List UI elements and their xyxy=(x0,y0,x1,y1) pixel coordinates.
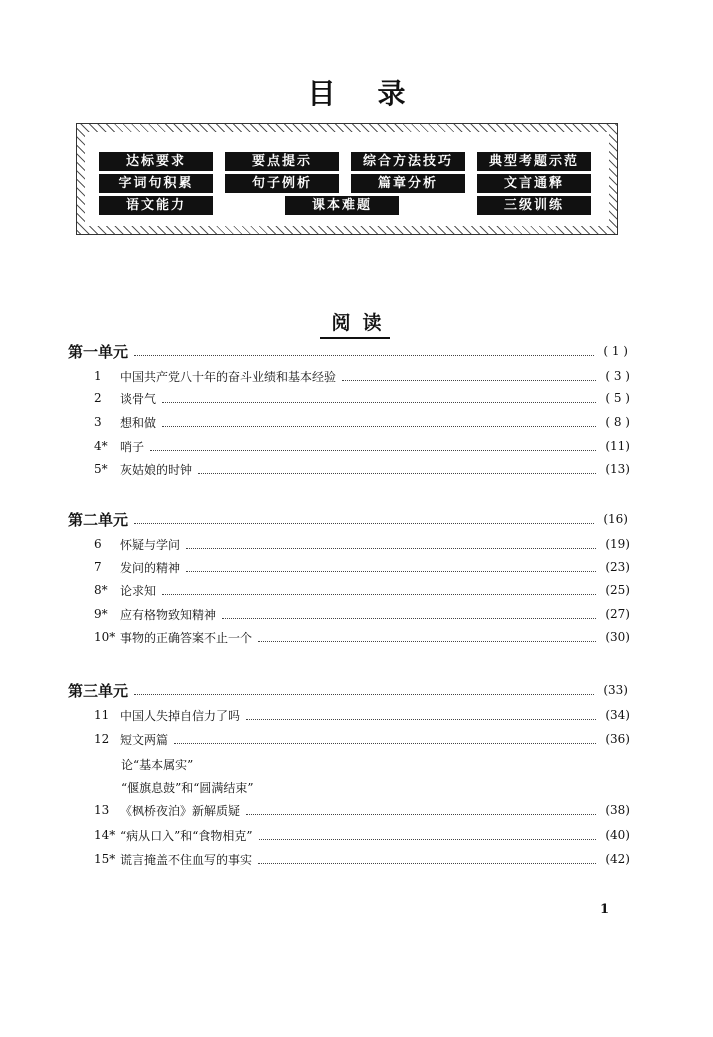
leader-dots xyxy=(258,863,596,864)
item-number: 4* xyxy=(94,439,108,453)
leader-dots xyxy=(258,641,596,642)
page-number: 1 xyxy=(600,902,610,917)
unit-title: 第二单元 xyxy=(68,510,129,529)
unit-title: 第一单元 xyxy=(68,342,129,361)
item-number: 5* xyxy=(94,462,108,476)
item-number: 12 xyxy=(94,732,110,746)
leader-dots xyxy=(342,380,596,381)
feature-tags-frame xyxy=(76,123,618,235)
leader-dots xyxy=(198,473,596,474)
leader-dots xyxy=(222,618,596,619)
unit-title: 第三单元 xyxy=(68,681,129,700)
toc-subitem-row[interactable] xyxy=(117,754,677,774)
item-number: 13 xyxy=(94,803,110,817)
toc-item-row[interactable] xyxy=(70,604,630,624)
item-page: (36) xyxy=(605,732,630,746)
feature-tag: 字词句积累 xyxy=(99,174,213,193)
section-heading xyxy=(0,308,713,335)
toc-item-row[interactable] xyxy=(70,366,630,386)
leader-dots xyxy=(162,594,596,595)
toc-item-row[interactable] xyxy=(70,580,630,600)
unit-page: (33) xyxy=(603,683,628,697)
feature-tag: 语文能力 xyxy=(99,196,213,215)
item-page: (30) xyxy=(605,630,630,644)
item-page: (23) xyxy=(605,560,630,574)
item-number: 8* xyxy=(94,583,108,597)
toc-item-row[interactable] xyxy=(70,557,630,577)
item-number: 10* xyxy=(94,630,116,644)
item-number: 3 xyxy=(94,415,102,429)
item-title: 谈骨气 xyxy=(120,391,157,406)
item-page: ( 3 ) xyxy=(605,369,630,383)
item-number: 2 xyxy=(94,391,102,405)
item-number: 15* xyxy=(94,852,116,866)
leader-dots xyxy=(134,355,594,356)
toc-unit-row[interactable] xyxy=(68,509,628,529)
page-title: 目录 xyxy=(307,77,448,110)
item-number: 9* xyxy=(94,607,108,621)
item-number: 11 xyxy=(94,708,110,722)
section-heading-underline xyxy=(320,337,390,339)
toc-item-row[interactable] xyxy=(70,459,630,479)
item-page: (42) xyxy=(605,852,630,866)
item-title: 应有格物致知精神 xyxy=(120,607,217,622)
leader-dots xyxy=(186,571,596,572)
toc-item-row[interactable] xyxy=(70,388,630,408)
toc-item-row[interactable] xyxy=(70,436,630,456)
item-page: (27) xyxy=(605,607,630,621)
toc-item-row[interactable] xyxy=(70,412,630,432)
item-page: (13) xyxy=(605,462,630,476)
item-page: (19) xyxy=(605,537,630,551)
leader-dots xyxy=(150,450,596,451)
toc-item-row[interactable] xyxy=(70,729,630,749)
leader-dots xyxy=(174,743,596,744)
leader-dots xyxy=(162,402,596,403)
feature-tag: 句子例析 xyxy=(225,174,339,193)
item-number: 14* xyxy=(94,828,116,842)
toc-item-row[interactable] xyxy=(70,705,630,725)
feature-tag: 篇章分析 xyxy=(351,174,465,193)
item-title: 《枫桥夜泊》新解质疑 xyxy=(120,803,241,818)
section-heading-text: 阅读 xyxy=(331,312,394,334)
item-page: (34) xyxy=(605,708,630,722)
feature-tags-panel xyxy=(85,132,609,226)
toc-item-row[interactable] xyxy=(70,800,630,820)
feature-tag: 典型考题示范 xyxy=(477,152,591,171)
item-number: 1 xyxy=(94,369,102,383)
toc-item-row[interactable] xyxy=(70,825,630,845)
item-number: 7 xyxy=(94,560,102,574)
unit-page: (16) xyxy=(603,512,628,526)
feature-tag: 综合方法技巧 xyxy=(351,152,465,171)
item-title: 事物的正确答案不止一个 xyxy=(120,630,253,645)
item-number: 6 xyxy=(94,537,102,551)
subitem-title: “偃旗息鼓”和“圆满结束” xyxy=(121,780,254,795)
leader-dots xyxy=(186,548,596,549)
item-title: 灰姑娘的时钟 xyxy=(120,462,193,477)
item-page: ( 8 ) xyxy=(605,415,630,429)
item-title: 论求知 xyxy=(120,583,157,598)
toc-unit-row[interactable] xyxy=(68,341,628,361)
item-title: 发问的精神 xyxy=(120,560,181,575)
leader-dots xyxy=(259,839,596,840)
leader-dots xyxy=(246,814,596,815)
item-page: ( 5 ) xyxy=(605,391,630,405)
item-page: (38) xyxy=(605,803,630,817)
item-title: “病从口入”和“食物相克” xyxy=(120,828,253,843)
toc-subitem-row[interactable] xyxy=(117,777,677,797)
feature-tag: 达标要求 xyxy=(99,152,213,171)
toc-item-row[interactable] xyxy=(70,849,630,869)
leader-dots xyxy=(134,694,594,695)
leader-dots xyxy=(162,426,596,427)
unit-page: ( 1 ) xyxy=(603,344,628,358)
item-title: 中国人失掉自信力了吗 xyxy=(120,708,241,723)
leader-dots xyxy=(134,523,594,524)
item-title: 怀疑与学问 xyxy=(120,537,181,552)
feature-tag: 文言通释 xyxy=(477,174,591,193)
leader-dots xyxy=(246,719,596,720)
item-page: (11) xyxy=(605,439,630,453)
item-title: 谎言掩盖不住血写的事实 xyxy=(120,852,253,867)
toc-unit-row[interactable] xyxy=(68,680,628,700)
item-page: (40) xyxy=(605,828,630,842)
toc-item-row[interactable] xyxy=(70,627,630,647)
feature-tag: 要点提示 xyxy=(225,152,339,171)
item-title: 短文两篇 xyxy=(120,732,169,747)
feature-tag: 课本难题 xyxy=(285,196,399,215)
item-title: 哨子 xyxy=(120,439,145,454)
item-page: (25) xyxy=(605,583,630,597)
item-title: 想和做 xyxy=(120,415,157,430)
item-title: 中国共产党八十年的奋斗业绩和基本经验 xyxy=(120,369,337,384)
subitem-title: 论“基本属实” xyxy=(121,757,194,772)
feature-tag: 三级训练 xyxy=(477,196,591,215)
toc-item-row[interactable] xyxy=(70,534,630,554)
